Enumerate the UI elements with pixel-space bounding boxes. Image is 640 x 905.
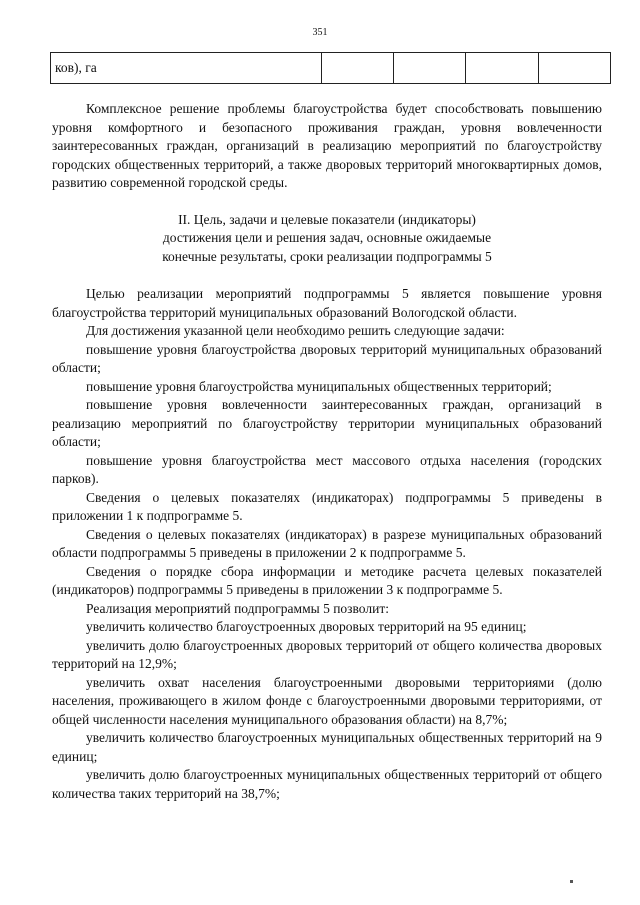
- section-heading: [52, 211, 602, 267]
- task-item: повышение уровня благоустройства мест массового отдыха населения (городских парков).: [52, 452, 602, 486]
- table-cell-label: ков), га: [51, 53, 322, 84]
- document-body: [52, 100, 602, 803]
- table-cell: [539, 53, 611, 84]
- scan-dot: [570, 880, 573, 883]
- task-item: повышение уровня благоустройства дворовых территорий муниципальных образований области;: [52, 341, 602, 375]
- paragraph-appendix-2: Сведения о целевых показателях (индикаторах) в разрезе муниципальных образований области подпрограммы 5 приведены в приложении 2 к подпрограмме 5.: [52, 526, 602, 560]
- task-item: повышение уровня благоустройства муниципальных общественных территорий;: [86, 378, 552, 394]
- result-item: увеличить долю благоустроенных дворовых территорий от общего количества дворовых территорий на 12,9%;: [52, 637, 602, 671]
- paragraph-appendix-3: Сведения о порядке сбора информации и методике расчета целевых показателей (индикаторов) подпрограммы 5 приведены в приложении 3 к подпрограмме 5.: [52, 563, 602, 597]
- section-heading-line: II. Цель, задачи и целевые показатели (индикаторы): [178, 211, 476, 227]
- section-heading-line: достижения цели и решения задач, основные ожидаемые: [162, 230, 492, 245]
- result-item: увеличить количество благоустроенных дворовых территорий на 95 единиц;: [86, 619, 527, 634]
- task-item: повышение уровня вовлеченности заинтересованных граждан, организаций в реализацию мероприятий по благоустройству территории муниципальных образований области;: [52, 397, 602, 449]
- table-cell: [466, 53, 539, 84]
- intro-paragraph: Комплексное решение проблемы благоустройства будет способствовать повышению уровня комфортного и безопасного проживания граждан, уровня вовлеченности заинтересованных граждан, организаций в реализацию мероприятий по благоустройству городских общественных территорий, а также дворовых территорий многоквартирных домов, развитию современной городской среды.: [52, 101, 602, 190]
- table-cell: [322, 53, 394, 84]
- paragraph-tasks-intro: Для достижения указанной цели необходимо решить следующие задачи:: [86, 323, 505, 338]
- page-number: 351: [312, 27, 328, 38]
- section-heading-line: конечные результаты, сроки реализации подпрограммы 5: [162, 248, 492, 264]
- result-item: увеличить количество благоустроенных муниципальных общественных территорий на 9 единиц;: [52, 730, 602, 764]
- table-row: [51, 53, 611, 84]
- table-fragment: [50, 52, 611, 84]
- result-item: увеличить долю благоустроенных муниципальных общественных территорий от общего количества таких территорий на 38,7%;: [52, 767, 602, 801]
- paragraph-appendix-1: Сведения о целевых показателях (индикаторах) подпрограммы 5 приведены в приложении 1 к подпрограмме 5.: [52, 489, 602, 523]
- table-cell: [394, 53, 466, 84]
- result-item: увеличить охват населения благоустроенными дворовыми территориями (долю населения, проживающего в жилом фонде с благоустроенными дворовыми территориями, от общей численности населения муниципального образования области) на 8,7%;: [52, 674, 602, 727]
- paragraph-results-intro: Реализация мероприятий подпрограммы 5 позволит:: [86, 600, 389, 616]
- paragraph-goal: Целью реализации мероприятий подпрограммы 5 является повышение уровня благоустройства территорий муниципальных образований Вологодской области.: [52, 286, 602, 320]
